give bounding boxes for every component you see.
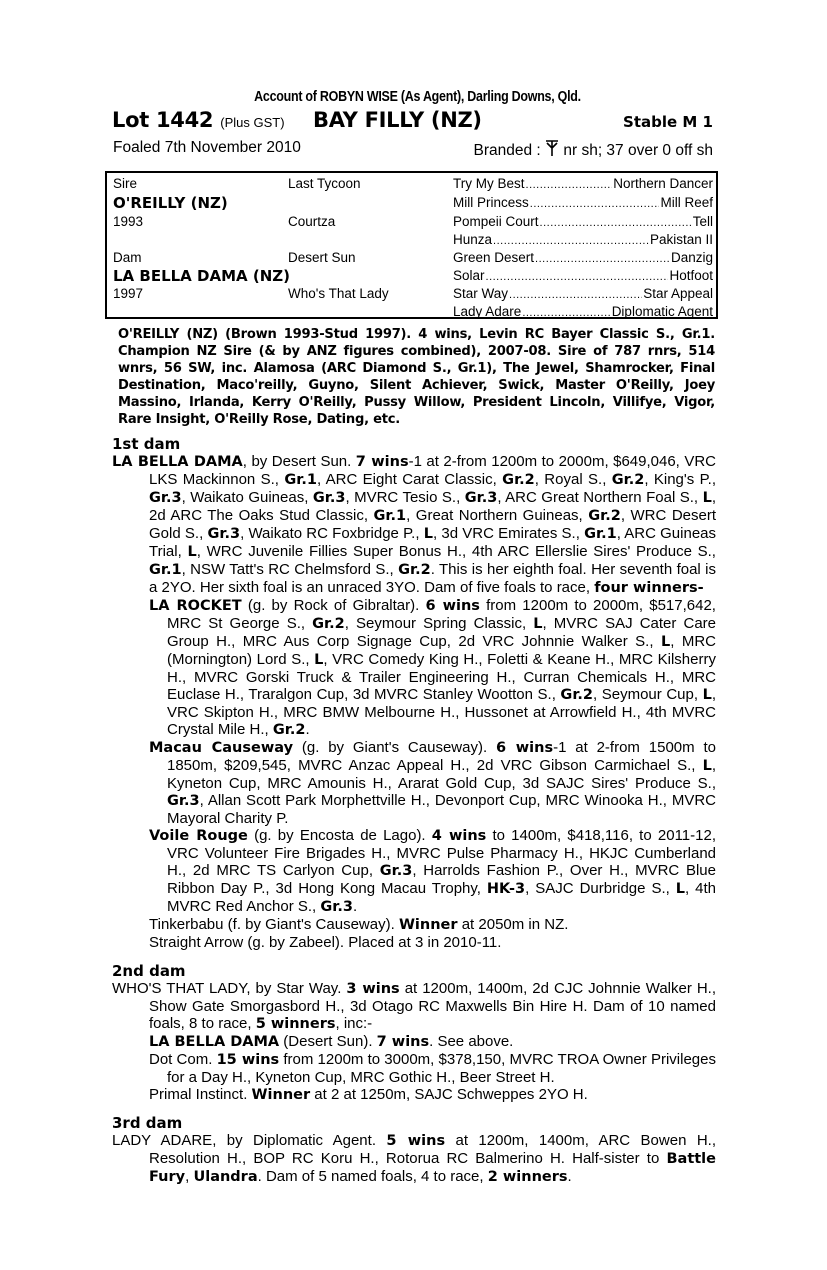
text-run: Gr.2	[272, 722, 306, 738]
vendor-account: Account of ROBYN WISE (As Agent), Darling Downs, Qld.	[254, 89, 581, 105]
text-run: HK-3	[486, 881, 526, 897]
text-run: , NSW Tatt's RC Chelmsford S.,	[181, 561, 399, 578]
ancestor-row	[453, 303, 713, 322]
text-run: , Seymour Spring Classic,	[344, 615, 534, 632]
text-run: .	[305, 721, 310, 738]
text-run: four winners-	[594, 580, 704, 596]
second-dam-section	[112, 963, 716, 1104]
progeny-entry	[131, 916, 716, 934]
text-run: Winner	[398, 917, 458, 933]
ancestor-left: Solar	[453, 268, 485, 283]
second-dam-entry	[112, 980, 716, 1033]
text-run: from 1200m to 3000m, $378,150, MVRC TROA Owner Privileges for a Day H., Kyneton Cup, MRC Gothic H., Beer Street H.	[167, 1051, 716, 1086]
text-run: , 4th MVRC Red Anchor S.,	[167, 880, 717, 915]
brand-mark-icon	[545, 139, 559, 157]
text-run: , MVRC SAJ Cater Care Group H., MRC Aus Corp Signage Cup, 2d VRC Johnnie Walker S.,	[167, 615, 716, 650]
second-dam-heading: 2nd dam	[112, 962, 186, 980]
progeny-entry	[131, 1033, 716, 1051]
ancestor-left: Star Way	[453, 286, 509, 301]
text-run: Gr.3	[320, 899, 353, 915]
catalogue-page	[112, 88, 715, 161]
text-run: , by Star Way.	[246, 980, 347, 997]
text-run: (g. by Rock of Gibraltar).	[241, 597, 426, 614]
lot-label: Lot 1442	[112, 108, 214, 132]
sire-year: 1993	[113, 214, 144, 229]
text-run: , Allan Scott Park Morphettville H., Devonport Cup, MRC Winooka H., MVRC Mayoral Charity P.	[167, 792, 716, 827]
horse-title: BAY FILLY (NZ)	[313, 108, 482, 132]
text-run: 7 wins	[355, 454, 409, 470]
progeny-name: LA ROCKET	[149, 598, 242, 614]
leader-dots	[509, 285, 642, 304]
text-run: 6 wins	[425, 598, 480, 614]
text-run: (g. by Giant's Causeway).	[293, 739, 496, 756]
text-run: at 2 at 1250m, SAJC Schweppes 2YO H.	[310, 1086, 588, 1103]
sire-sire: Last Tycoon	[288, 176, 361, 191]
text-run: L	[423, 526, 433, 542]
ancestor-row	[453, 194, 713, 213]
pedigree-table	[105, 171, 718, 319]
dam-name: LA BELLA DAMA	[112, 454, 243, 470]
lot-header	[112, 107, 715, 133]
text-run: -1 at 2-from 1200m to 2000m, $649,046, VRC LKS Mackinnon S.,	[149, 453, 716, 488]
text-run: Gr.3	[464, 490, 498, 506]
text-run: L	[702, 758, 712, 774]
text-run: , ARC Guineas Trial,	[149, 525, 716, 560]
progeny-entry	[131, 597, 716, 739]
leader-dots	[526, 175, 613, 194]
ancestor-row	[453, 285, 713, 304]
text-run: L	[675, 881, 686, 897]
leader-dots	[493, 231, 649, 250]
ancestor-left: Try My Best	[453, 176, 525, 191]
text-run: . See above.	[429, 1033, 514, 1050]
text-run: 2 winners	[487, 1169, 568, 1185]
text-run: , Seymour Cup,	[593, 686, 703, 703]
ancestor-left: Mill Princess	[453, 195, 529, 210]
text-run: , by Desert Sun.	[242, 453, 356, 470]
text-run: 5 wins	[386, 1133, 446, 1149]
foaled-date: Foaled 7th November 2010	[113, 139, 301, 156]
text-run: 6 wins	[495, 740, 554, 756]
foaled-row	[112, 135, 715, 161]
ancestor-left: Hunza	[453, 232, 493, 247]
branded-label: Branded :	[473, 142, 541, 159]
text-run: Gr.1	[584, 526, 617, 542]
progeny-name: Dot Com.	[149, 1051, 213, 1068]
ancestor-right: Northern Dancer	[613, 176, 713, 191]
sire-dam: Courtza	[288, 214, 336, 229]
progeny-name: Voile Rouge	[149, 828, 248, 844]
text-run: , Waikato Guineas,	[181, 489, 313, 506]
text-run: 4 wins	[431, 828, 487, 844]
text-run: from 1200m to 2000m, $517,642, MRC St George S.,	[167, 597, 716, 632]
text-run: -1 at 2-from 1500m to 1850m, $209,545, MVRC Anzac Appeal H., 2d VRC Gibson Carmichael S.,	[167, 739, 716, 774]
text-run: 5 winners	[255, 1016, 336, 1032]
text-run: L	[702, 490, 712, 506]
ancestor-right: Star Appeal	[643, 286, 713, 301]
progeny-entry	[131, 1086, 716, 1104]
text-run: Gr.1	[149, 562, 182, 578]
text-run: 3 wins	[346, 981, 400, 997]
text-run: Winner	[251, 1087, 311, 1103]
text-run: Battle Fury	[149, 1151, 716, 1185]
text-run: , Royal S.,	[534, 471, 612, 488]
text-run: Gr.2	[560, 687, 594, 703]
text-run: L	[660, 634, 671, 650]
third-dam-entry	[112, 1132, 716, 1186]
text-run: to 1400m, $418,116, to 2011-12, VRC Volunteer Fire Brigades H., MVRC Pulse Pharmacy H., HKJC Cumberland H., 2d MRC TS Carlyon Cup,	[167, 827, 716, 879]
progeny-name: Straight Arrow	[149, 934, 244, 951]
dam-sire: Desert Sun	[288, 250, 356, 265]
text-run: , 3d VRC Emirates S.,	[432, 525, 585, 542]
progeny-entry	[131, 739, 716, 827]
leader-dots	[540, 213, 692, 232]
text-run: , by Diplomatic Agent.	[212, 1132, 387, 1149]
ancestor-right: Danzig	[670, 250, 713, 265]
first-dam-heading: 1st dam	[112, 435, 181, 453]
text-run: , WRC Desert Gold S.,	[149, 507, 716, 542]
text-run: at 1200m, 1400m, 2d CJC Johnnie Walker H., Show Gate Smorgasbord H., 3d Otago RC Maxwells Bin Hire H. Dam of 10 named foals, 8 to race,	[149, 980, 717, 1032]
text-run: , Great Northern Guineas,	[406, 507, 589, 524]
text-run: Gr.3	[312, 490, 346, 506]
sire-summary: O'REILLY (NZ) (Brown 1993-Stud 1997). 4 wins, Levin RC Bayer Classic S., Gr.1. Champion NZ Sire (& by ANZ figures combined), 2007-08. Sire of 787 rnrs, 514 wnrs, 56 SW, inc. Alamosa (ARC Diamond S., Gr.1), The Jewel, Shamrocker, Final Destination, Maco'reilly, Guyno, Silent Achiever, Swick, Master O'Reilly, Joey Massino, Irlanda, Kerry O'Reilly, Pussy Willow, President Lincoln, Villifye, Vigor, Rare Insight, O'Reilly Rose, Dating, etc.	[118, 327, 715, 427]
progeny-name: Primal Instinct.	[149, 1086, 248, 1103]
text-run: Gr.2	[312, 616, 345, 632]
text-run: , ARC Great Northern Foal S.,	[497, 489, 703, 506]
text-run: at 2050m in NZ.	[457, 916, 569, 933]
ancestor-left: Lady Adare	[453, 304, 522, 319]
ancestor-row	[453, 267, 713, 286]
text-run: 7 wins	[376, 1034, 430, 1050]
text-run: (Desert Sun).	[279, 1033, 377, 1050]
text-run: (g. by Encosta de Lago).	[247, 827, 432, 844]
text-run: , Waikato RC Foxbridge P.,	[240, 525, 424, 542]
dam-dam: Who's That Lady	[288, 286, 389, 301]
text-run: L	[187, 544, 197, 560]
progeny-name: Tinkerbabu	[149, 916, 224, 933]
text-run: , MRC (Mornington) Lord S.,	[167, 633, 716, 668]
ancestor-left: Green Desert	[453, 250, 535, 265]
dam-name: WHO'S THAT LADY	[112, 980, 247, 997]
text-run: Gr.3	[167, 793, 200, 809]
text-run: L	[533, 616, 543, 632]
dam-name: LADY ADARE	[112, 1132, 213, 1149]
text-run: L	[314, 652, 324, 668]
ancestor-right: Hotfoot	[669, 268, 713, 283]
text-run: , VRC Comedy King H., Foletti & Keane H., MRC Kilsherry H., MVRC Gorski Truck & Trailer Engineering H., Curran Chemicals H., MRC Euclase H., Traralgon Cup, 3d MVRC Stanley Wootton S.,	[167, 651, 716, 703]
progeny-name: LA BELLA DAMA	[149, 1034, 280, 1050]
branded-info	[474, 139, 713, 160]
leader-dots	[535, 249, 670, 268]
progeny-entry	[131, 934, 716, 951]
first-dam-section	[112, 436, 716, 951]
text-run: . This is her eighth foal. Her seventh foal is a 2YO. Her sixth foal is an unraced 3YO. Dam of five foals to race,	[149, 561, 716, 596]
text-run: Gr.2	[611, 472, 645, 488]
dam-year: 1997	[113, 286, 144, 301]
text-run: Gr.3	[379, 863, 413, 879]
progeny-name: Macau Causeway	[149, 740, 294, 756]
text-run: Gr.3	[149, 490, 182, 506]
text-run: Gr.2	[502, 472, 535, 488]
progeny-entry	[131, 1051, 716, 1086]
ancestor-left: Pompeii Court	[453, 214, 539, 229]
text-run: , MVRC Tesio S.,	[345, 489, 465, 506]
text-run: .	[567, 1168, 572, 1185]
text-run: , 2d ARC The Oaks Stud Classic,	[149, 489, 716, 524]
text-run: , VRC Skipton H., MRC BMW Melbourne H., Hussonet at Arrowfield H., 4th MVRC Crystal Mile H.,	[167, 686, 716, 738]
text-run: .	[353, 898, 358, 915]
text-run: L	[702, 687, 712, 703]
ancestor-right: Tell	[692, 214, 713, 229]
text-run: Gr.2	[398, 562, 431, 578]
plus-gst: (Plus GST)	[220, 115, 285, 130]
leader-dots	[530, 194, 660, 213]
ancestor-row	[453, 249, 713, 268]
text-run: , SAJC Durbridge S.,	[525, 880, 676, 897]
text-run: Ulandra	[193, 1169, 258, 1185]
text-run: , Kyneton Cup, MRC Amounis H., Ararat Gold Cup, 3d SAJC Sires' Produce S.,	[167, 757, 716, 792]
text-run: (f. by Giant's Causeway).	[223, 916, 399, 933]
leader-dots	[522, 303, 610, 322]
text-run: (g. by Zabeel). Placed at 3 in 2010-11.	[243, 934, 502, 951]
text-run: . Dam of 5 named foals, 4 to race,	[257, 1168, 488, 1185]
sire-name: O'REILLY (NZ)	[113, 194, 228, 212]
leader-dots	[486, 267, 669, 286]
text-run: ,	[185, 1168, 194, 1185]
ancestor-right: Diplomatic Agent	[611, 304, 713, 319]
dam-label: Dam	[113, 250, 142, 265]
text-run: , WRC Juvenile Fillies Super Bonus H., 4th ARC Ellerslie Sires' Produce S.,	[196, 543, 716, 560]
third-dam-heading: 3rd dam	[112, 1114, 183, 1132]
ancestor-right: Pakistan II	[649, 232, 713, 247]
lot-number	[112, 107, 285, 136]
text-run: Gr.3	[207, 526, 241, 542]
ancestor-row	[453, 231, 713, 250]
ancestor-row	[453, 213, 713, 232]
text-run: 15 wins	[216, 1052, 280, 1068]
third-dam-section	[112, 1115, 716, 1186]
text-run: , ARC Eight Carat Classic,	[316, 471, 503, 488]
ancestor-row	[453, 175, 713, 194]
dam-name: LA BELLA DAMA (NZ)	[113, 267, 290, 285]
text-run: , Harrolds Fashion P., Over H., MVRC Blue Ribbon Day P., 3d Hong Kong Macau Trophy,	[167, 862, 716, 897]
text-run: , inc:-	[335, 1015, 373, 1032]
branded-detail: nr sh; 37 over 0 off sh	[563, 142, 713, 159]
ancestor-right: Mill Reef	[660, 195, 713, 210]
text-run: , King's P.,	[644, 471, 717, 488]
text-run: at 1200m, 1400m, ARC Bowen H., Resolution H., BOP RC Koru H., Rotorua RC Balmerino H. Half-sister to	[149, 1132, 716, 1167]
text-run: Gr.1	[373, 508, 407, 524]
stable-label: Stable M 1	[623, 113, 713, 131]
text-run: Gr.1	[284, 472, 317, 488]
sire-label: Sire	[113, 176, 138, 191]
text-run: Gr.2	[588, 508, 621, 524]
progeny-entry	[131, 827, 716, 916]
first-dam-entry	[112, 453, 716, 597]
